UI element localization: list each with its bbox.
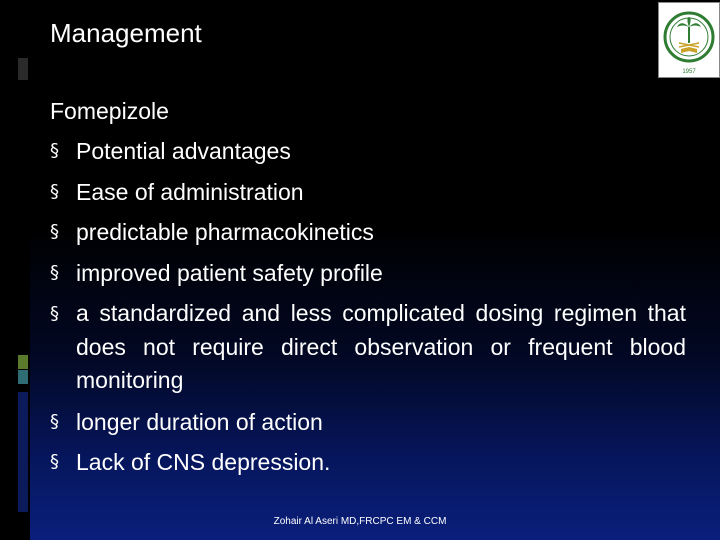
accent-square-dark — [18, 58, 28, 80]
bullet-text: a standardized and less complicated dosing regimen that does not require direct observation or frequent blood monitoring — [76, 300, 686, 393]
list-item — [50, 297, 686, 398]
list-item — [50, 216, 686, 249]
accent-square-teal — [18, 370, 28, 384]
slide-title: Management — [50, 18, 202, 48]
slide-footer: Zohair Al Aseri MD,FRCPC EM & CCM — [273, 516, 447, 527]
accent-square-green — [18, 355, 28, 369]
square-bullet-icon: § — [50, 180, 59, 202]
square-bullet-icon: § — [50, 221, 59, 242]
square-bullet-icon: § — [50, 140, 59, 161]
slide-heading: Fomepizole — [50, 98, 169, 124]
square-bullet-icon: § — [50, 410, 59, 432]
square-bullet-icon: § — [50, 261, 59, 283]
university-logo-graphic — [659, 3, 719, 77]
list-item — [50, 446, 686, 479]
bullet-text: Ease of administration — [76, 178, 304, 205]
list-item — [50, 135, 686, 168]
bullet-list — [50, 135, 686, 479]
svg-text:1957: 1957 — [682, 69, 696, 75]
square-bullet-icon: § — [50, 303, 59, 324]
university-logo-icon — [658, 2, 720, 78]
list-item — [50, 406, 686, 439]
slide-body — [50, 96, 686, 487]
bullet-text: improved patient safety profile — [76, 259, 383, 286]
bullet-text: longer duration of action — [76, 408, 323, 435]
accent-square-blue — [18, 392, 28, 512]
list-item — [50, 257, 686, 290]
bullet-text: Lack of CNS depression. — [76, 449, 331, 475]
square-bullet-icon: § — [50, 451, 59, 472]
list-item — [50, 176, 686, 209]
bullet-text: predictable pharmacokinetics — [76, 219, 374, 245]
bullet-text: Potential advantages — [76, 138, 291, 164]
